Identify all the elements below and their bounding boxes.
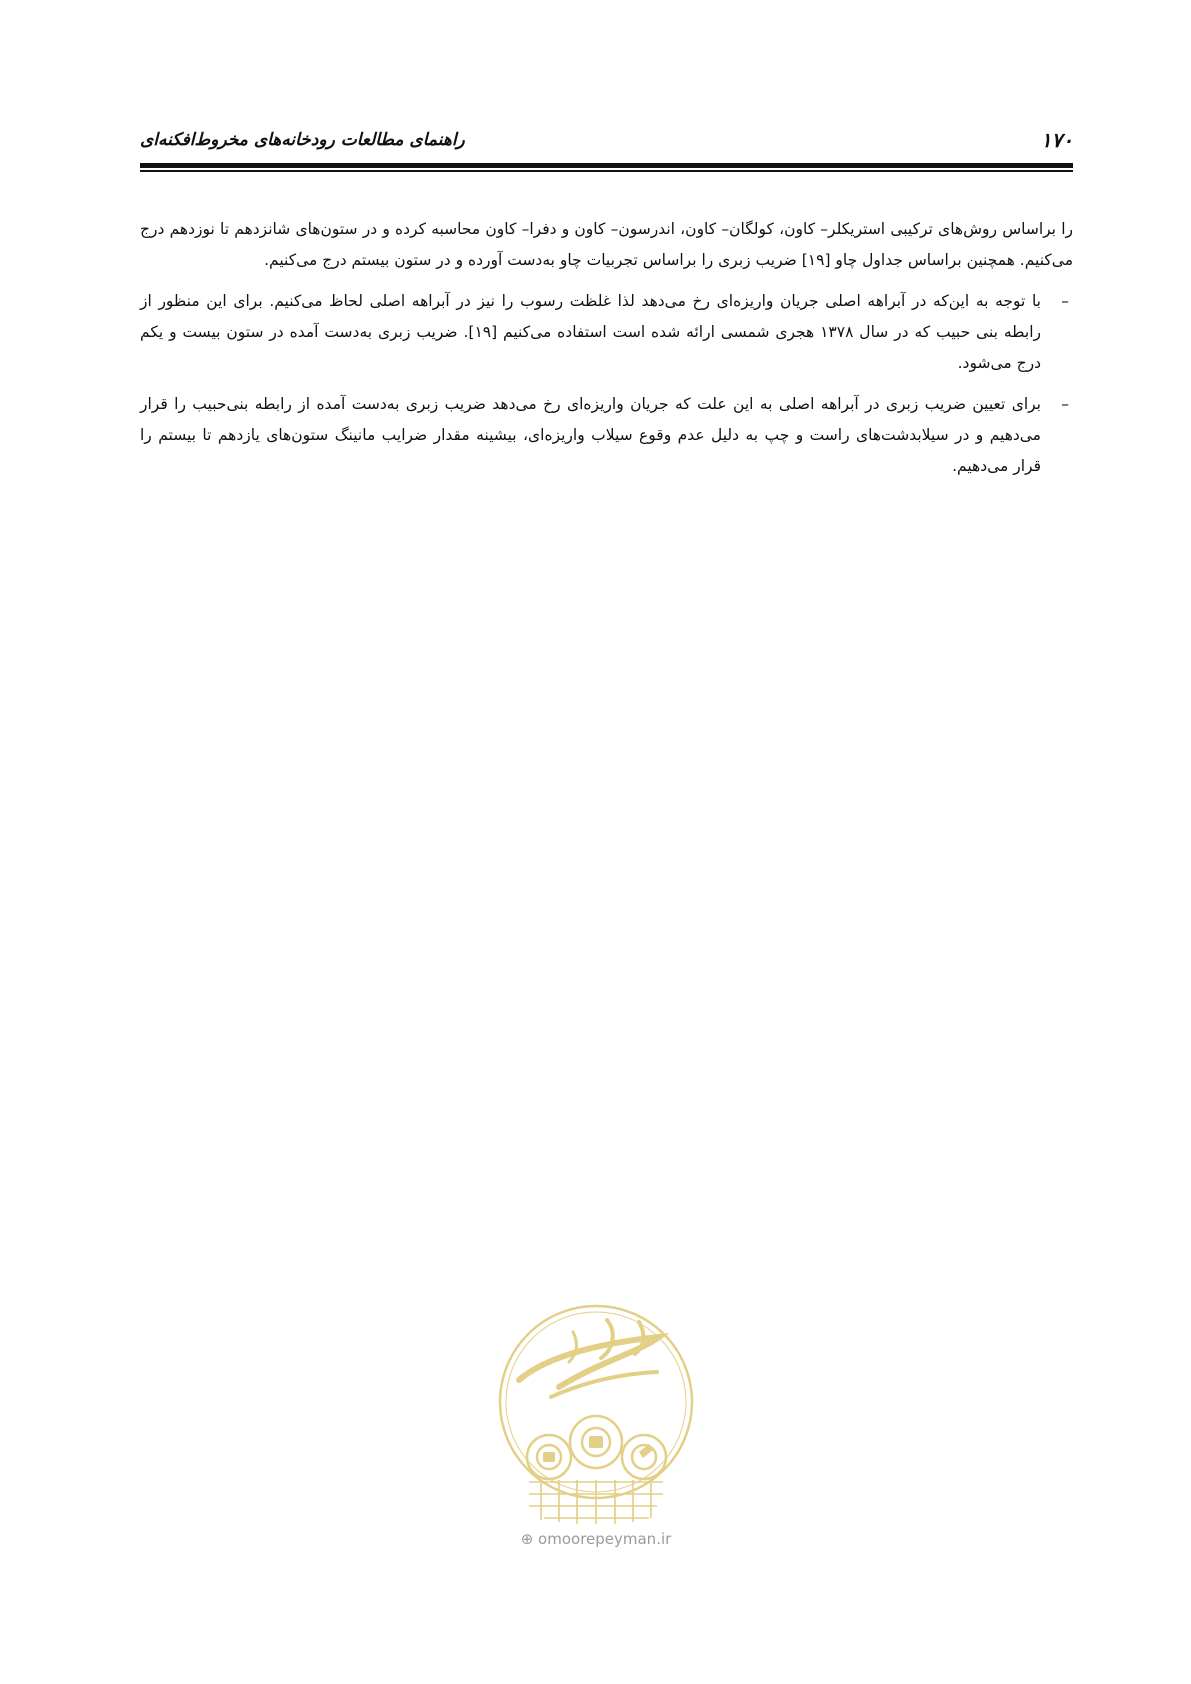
watermark-caption: [489, 1530, 703, 1548]
page-header: [140, 128, 1073, 168]
bullet-list: [140, 286, 1073, 482]
running-title: راهنمای مطالعات رودخانه‌های مخروط‌افکنه‌ای: [140, 130, 465, 150]
body-text: [140, 214, 1073, 492]
list-item-text: برای تعیین ضریب زبری در آبراهه اصلی به این علت که جریان واریزه‌ای رخ می‌دهد ضریب زبری به‌دست آمده از رابطه بنی‌حبیب را قرار می‌دهیم و در سیلابدشت‌های راست و چپ به دلیل عدم وقوع سیلاب واریزه‌ای، بیشینه مقدار ضرایب مانینگ ستون‌های یازدهم تا بیستم را قرار می‌دهیم.: [140, 395, 1041, 475]
header-rule-thin: [140, 170, 1073, 172]
bullet-dash: –: [1061, 395, 1069, 413]
logo-seal-icon: [489, 1292, 703, 1528]
globe-icon: ⊕: [520, 1530, 534, 1548]
bullet-dash: –: [1061, 292, 1069, 310]
list-item-text: با توجه به این‌که در آبراهه اصلی جریان واریزه‌ای رخ می‌دهد لذا غلظت رسوب را نیز در آبراهه اصلی لحاظ می‌کنیم. برای این منظور از رابطه بنی حبیب که در سال ۱۳۷۸ هجری شمسی ارائه شده است استفاده می‌کنیم [۱۹]. ضریب زبری به‌دست آمده در ستون بیست و یکم درج می‌شود.: [140, 292, 1041, 372]
watermark-caption-text: omoorepeyman.ir: [538, 1530, 672, 1548]
body-paragraph: را براساس روش‌های ترکیبی استریکلر– کاون، کولگان– کاون، اندرسون– کاون و دفرا– کاون محاسبه کرده و در ستون‌های شانزدهم تا نوزدهم درج می‌کنیم. همچنین براساس جداول چاو [۱۹] ضریب زبری را براساس تجربیات چاو به‌دست آورده و در ستون بیستم درج می‌کنیم.: [140, 220, 1073, 269]
list-item: [140, 286, 1073, 379]
watermark-logo: [489, 1292, 703, 1582]
list-item: [140, 389, 1073, 482]
page-number: ۱۷۰: [1040, 128, 1073, 152]
header-rule-thick: [140, 163, 1073, 168]
